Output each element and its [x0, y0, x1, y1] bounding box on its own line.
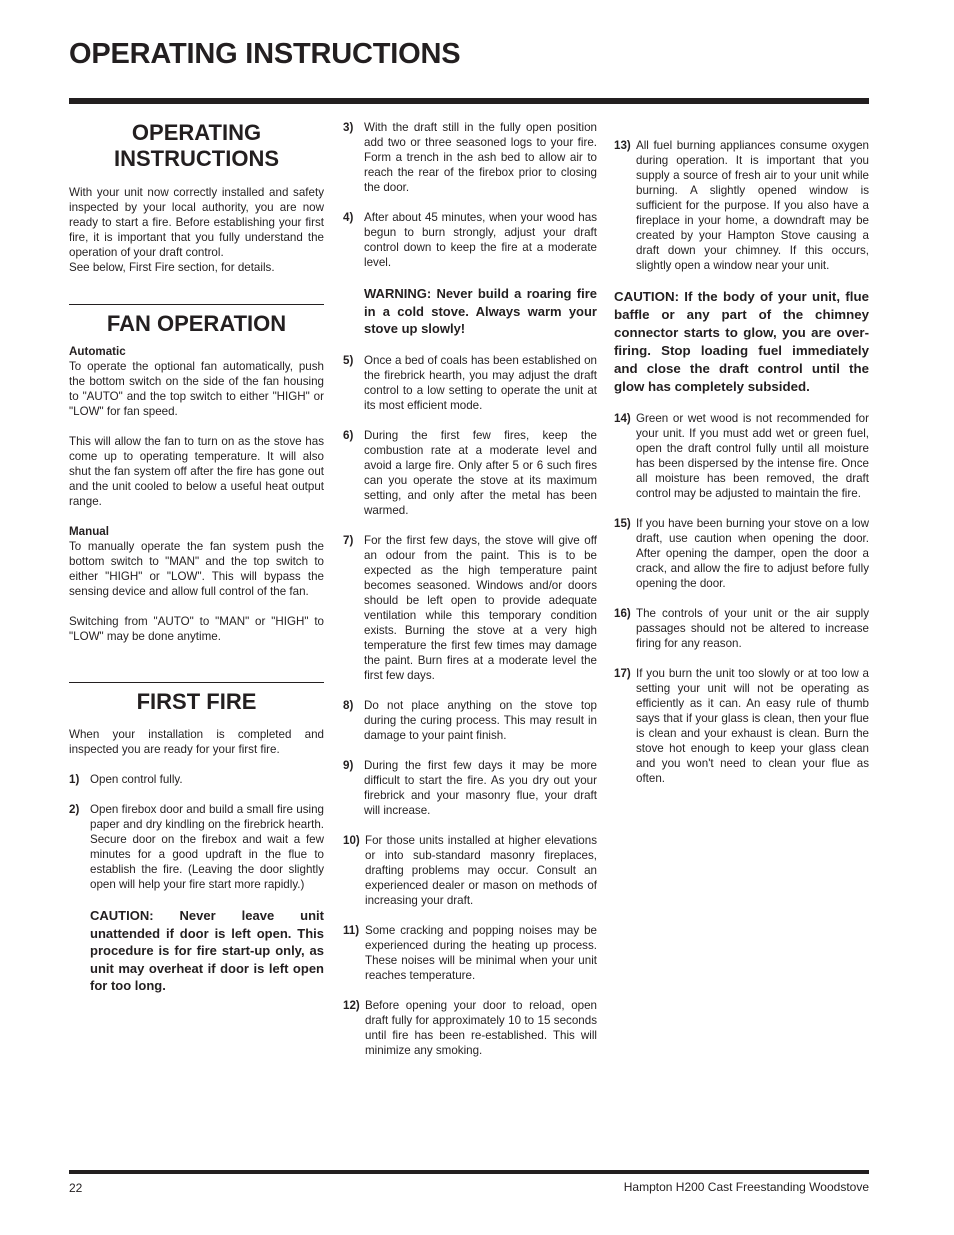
list-item: [343, 833, 597, 908]
item-text: For the first few days, the stove will give off an odour from the paint. This is to be expected as the high temperature paint becomes seasoned. Windows and/or doors should be left open to provide adequate ventilation while this temporary condition exists. Burning the stove at a very high temperature the first few times may damage the paint. Burn fires at a moderate level the first few days.: [364, 533, 597, 682]
first-fire-intro: When your installation is completed and inspected you are ready for your first fire.: [69, 728, 324, 756]
item-text: If you have been burning your stove on a low draft, use caution when opening the door. After opening the damper, open the door a crack, and allow the fire to adjust before fully opening the door.: [636, 517, 869, 590]
section-divider: [69, 682, 324, 683]
item-text: For those units installed at higher elevations or into sub-standard masonry fireplaces, drafting problems may occur. Consult an experienced dealer or mason on methods of increasing your draft.: [365, 833, 597, 907]
list-item: [343, 210, 597, 270]
list-item: [343, 998, 597, 1058]
manual-label: Manual: [69, 525, 109, 538]
section-divider: [69, 304, 324, 305]
item-number: 17): [614, 667, 631, 680]
list-item: [69, 772, 324, 787]
list-item: [343, 923, 597, 983]
fan-operation-heading: FAN OPERATION: [106, 311, 287, 336]
warning-note: WARNING: Never build a roaring fire in a cold stove. Always warm your stove up slowly!: [364, 286, 597, 336]
item-text: Open firebox door and build a small fire using paper and dry kindling on the firebrick hearth. Secure door on the firebox and wait a few minutes for a good updraft in the flue to establish the fire. (Leaving the door slightly open will help your fire start more rapidly.): [90, 803, 324, 891]
item-number: 2): [69, 803, 80, 816]
item-number: 7): [343, 533, 354, 547]
list-item: [343, 533, 597, 683]
item-number: 3): [343, 121, 354, 134]
item-text: With the draft still in the fully open position add two or three seasoned logs to your fire. Form a trench in the ash bed to allow air to reach the rear of the firebox prior to closing the door.: [364, 121, 597, 194]
manual-paragraph: To manually operate the fan system push the bottom switch to "MAN" and the top switch to either "HIGH" or "LOW". This will bypass the sensing device and allow full control of the fan.: [69, 540, 324, 598]
footer-rule: [69, 1170, 869, 1174]
list-item: [614, 666, 869, 786]
list-item: [614, 411, 869, 501]
item-number: 12): [343, 998, 360, 1012]
item-text: Open control fully.: [90, 773, 183, 786]
item-text: During the first few fires, keep the combustion rate at a moderate level and avoid a large fire. Only after 5 or 6 such fires can you operate the stove at its maximum setting, and only after the metal has been warmed.: [364, 428, 597, 517]
item-number: 8): [343, 698, 354, 712]
list-item: [343, 353, 597, 413]
footer-document-title: Hampton H200 Cast Freestanding Woodstove: [623, 1180, 869, 1194]
item-text: Do not place anything on the stove top during the curing process. This may result in damage to your paint finish.: [364, 698, 597, 742]
item-text: Once a bed of coals has been established on the firebrick hearth, you may adjust the draft control to a low setting to operate the unit at its most efficient mode.: [364, 353, 597, 412]
item-number: 4): [343, 211, 354, 224]
item-text: Some cracking and popping noises may be experienced during the heating up process. These noises will be minimal when your unit reaches temperature.: [365, 923, 597, 982]
item-number: 16): [614, 607, 631, 620]
caution-note: CAUTION: If the body of your unit, flue baffle or any part of the chimney connector starts to glow, you are over-firing. Stop loading fuel immediately and close the draft control until the glow has completely subsided.: [614, 289, 869, 394]
item-text: During the first few days it may be more difficult to start the fire. As you dry out your firebrick and your masonry flue, your draft will increase.: [364, 758, 597, 817]
automatic-paragraph: To operate the optional fan automatically, push the bottom switch on the side of the fan housing to "AUTO" and the top switch to either "HIGH" or "LOW" for fan speed.: [69, 360, 324, 418]
list-item: [614, 606, 869, 651]
header-rule: [69, 98, 869, 104]
item-text: Before opening your door to reload, open draft fully for approximately 10 to 15 seconds until fire has been re-established. This will minimize any smoking.: [365, 998, 597, 1057]
manual-paragraph-2: Switching from "AUTO" to "MAN" or "HIGH" to "LOW" may be done anytime.: [69, 615, 324, 643]
operating-instructions-heading: OPERATING INSTRUCTIONS: [114, 120, 279, 171]
item-number: 14): [614, 412, 631, 425]
operating-see-below: See below, First Fire section, for details.: [69, 261, 275, 274]
column-1: [69, 120, 324, 1010]
automatic-label: Automatic: [69, 345, 126, 358]
list-item: [343, 428, 597, 518]
item-number: 10): [343, 833, 360, 847]
list-item: [343, 120, 597, 195]
item-text: Green or wet wood is not recommended for your unit. If you must add wet or green fuel, open the draft control fully until all moisture has been dispersed by the intense fire. Once all moisture has been removed, the draft control may be adjusted to maintain the fire.: [636, 412, 869, 500]
column-2: [343, 120, 597, 1073]
item-number: 5): [343, 353, 354, 367]
item-text: All fuel burning appliances consume oxygen during operation. It is important that you supply a source of fresh air to your unit while burning. A slightly opened window is sufficient for the purpose. If you also have a fireplace in your home, a downdraft may be created by your Hampton Stove causing a draft down your chimney. If this occurs, slightly open a window near your unit.: [636, 139, 869, 272]
column-3: [614, 138, 869, 801]
first-fire-heading: FIRST FIRE: [136, 689, 257, 714]
caution-note: CAUTION: Never leave unit unattended if door is left open. This procedure is for fire start-up only, as unit may overheat if door is left open for too long.: [90, 908, 324, 993]
page-title: OPERATING INSTRUCTIONS: [69, 38, 461, 70]
automatic-paragraph-2: This will allow the fan to turn on as the stove has come up to operating temperature. It will also shut the fan system off after the fire has gone out and the unit cooled to below a useful heat output range.: [69, 435, 324, 508]
page-number: 22: [69, 1181, 83, 1195]
item-text: After about 45 minutes, when your wood has begun to burn strongly, adjust your draft control down to keep the fire at a moderate level.: [364, 211, 597, 269]
item-number: 15): [614, 517, 631, 530]
list-item: [614, 138, 869, 273]
list-item: [343, 698, 597, 743]
item-number: 1): [69, 773, 80, 786]
item-number: 9): [343, 758, 354, 772]
list-item: [343, 758, 597, 818]
item-number: 6): [343, 428, 354, 442]
item-text: If you burn the unit too slowly or at too low a setting your unit will not be operating as efficiently as it can. An easy rule of thumb says that if your glass is clean, then your flue is clean and your exhaust is clean. Burn the stove hot enough to keep your glass clean and you won't need to clean your flue as often.: [636, 667, 869, 785]
item-number: 13): [614, 139, 631, 152]
list-item: [69, 802, 324, 892]
operating-intro-paragraph: With your unit now correctly installed and safety inspected by your local authority, you are now ready to start a fire. Before establishing your first fire, it is important that you fully understand the operation of your draft control.: [69, 186, 324, 259]
item-text: The controls of your unit or the air supply passages should not be altered to increase firing for any reason.: [636, 607, 869, 650]
item-number: 11): [343, 923, 360, 937]
list-item: [614, 516, 869, 591]
